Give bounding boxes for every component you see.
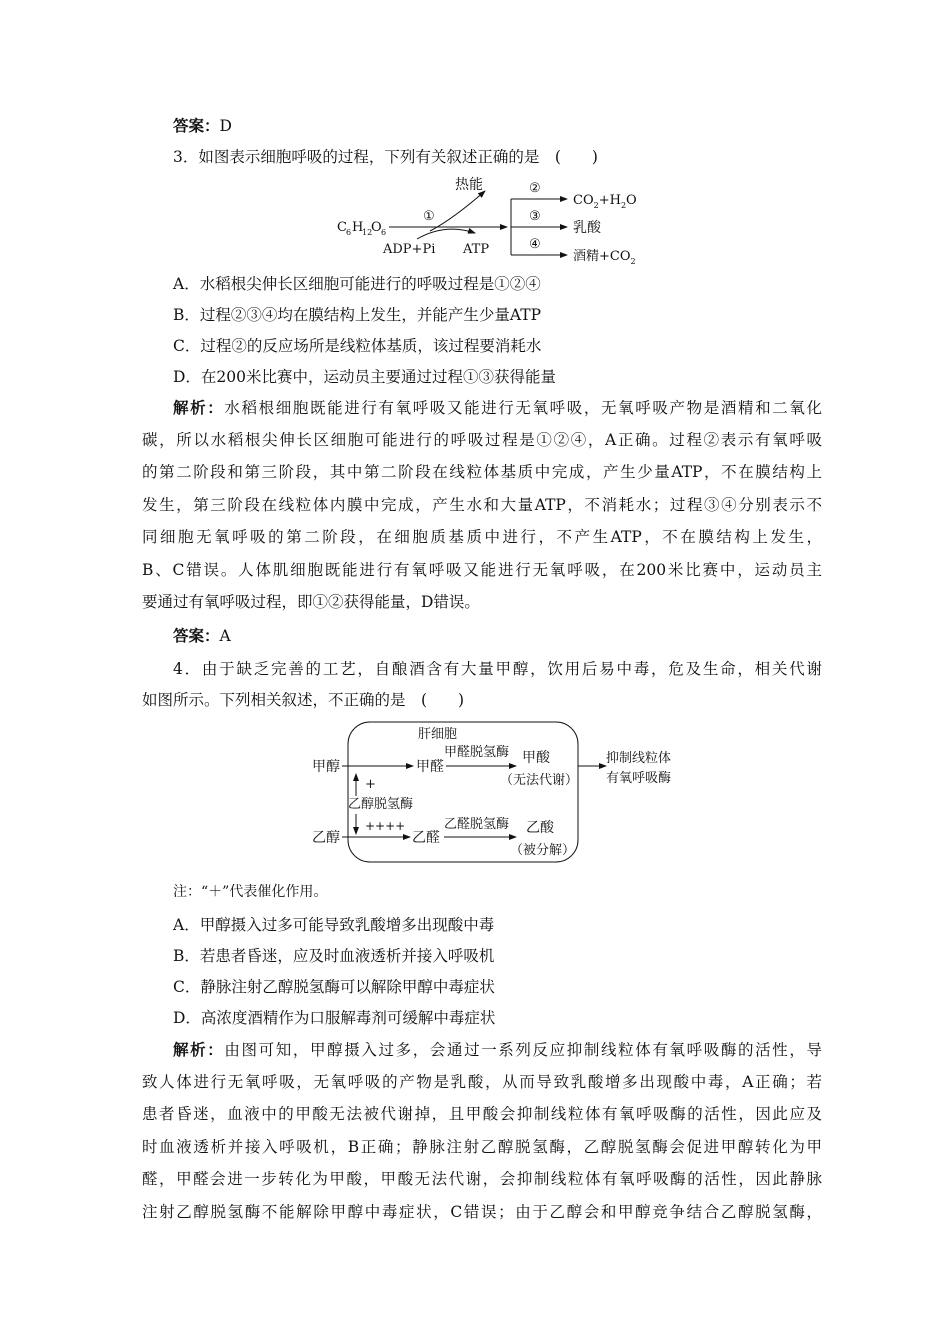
formic-note: （无法代谢） bbox=[500, 773, 579, 788]
q2-answer bbox=[173, 115, 853, 137]
q3-analysis-line-2: 碳，所以水稻根尖伸长区细胞可能进行的呼吸过程是①②④，A正确。过程②表示有氧呼吸 bbox=[142, 431, 822, 449]
step1-label: ① bbox=[423, 209, 435, 224]
inhibit-label-2: 有氧呼吸酶 bbox=[606, 771, 672, 786]
methanol-label: 甲醇 bbox=[312, 759, 340, 775]
glucose-sub6b: 6 bbox=[381, 228, 387, 237]
glucose-c: C bbox=[337, 220, 347, 235]
atp-arrow bbox=[417, 229, 475, 239]
adp-label: ADP+Pi bbox=[383, 242, 436, 257]
acetaldehyde-label: 乙醛 bbox=[412, 830, 440, 846]
q4-option-b: B．若患者昏迷，应及时血液透析并接入呼吸机 bbox=[173, 947, 495, 965]
step2-label: ② bbox=[529, 181, 541, 196]
q3-option-b: B．过程②③④均在膜结构上发生，并能产生少量ATP bbox=[173, 306, 542, 324]
q3-analysis-line-3: 的第二阶段和第三阶段，其中第二阶段在线粒体基质中完成，产生少量ATP，不在膜结构上 bbox=[142, 463, 822, 481]
q3-option-c: C．过程②的反应场所是线粒体基质，该过程要消耗水 bbox=[173, 337, 542, 355]
acetic-note: （被分解） bbox=[510, 843, 576, 858]
q3-analysis-line-7: 要通过有氧呼吸过程，即①②获得能量，D错误。 bbox=[142, 593, 480, 611]
formaldehyde-label: 甲醛 bbox=[416, 759, 444, 775]
methanol-metabolism-diagram bbox=[310, 718, 710, 868]
acetaldehyde-dh-label: 乙醛脱氢酶 bbox=[444, 817, 510, 832]
acetic-label: 乙酸 bbox=[526, 820, 554, 836]
q4-analysis-line-6: 注射乙醇脱氢酶不能解除甲醇中毒症状，C错误；由于乙醇会和甲醇竞争结合乙醇脱氢酶， bbox=[142, 1203, 822, 1221]
q3-analysis-line-5: 同细胞无氧呼吸的第二阶段，在细胞质基质中进行，不产生ATP，不在膜结构上发生， bbox=[142, 528, 822, 546]
respiration-diagram bbox=[335, 175, 655, 267]
q3-analysis-line-4: 发生，第三阶段在线粒体内膜中完成，产生水和大量ATP，不消耗水；过程③④分别表示不 bbox=[142, 496, 822, 514]
analysis-label: 解析： bbox=[173, 1040, 225, 1059]
glucose-h: H bbox=[352, 220, 364, 235]
q4-stem-line-2: 如图所示。下列相关叙述，不正确的是 ( ) bbox=[142, 691, 465, 709]
q4-analysis-line-4: 时血液透析并接入呼吸机，B正确；静脉注射乙醇脱氢酶，乙醇脱氢酶会促进甲醇转化为甲 bbox=[142, 1138, 822, 1156]
liver-cell-box bbox=[348, 722, 578, 862]
q3-analysis-line-1: 解析：水稻根细胞既能进行有氧呼吸又能进行无氧呼吸，无氧呼吸产物是酒精和二氧化 bbox=[173, 398, 822, 417]
q3-answer bbox=[173, 625, 853, 647]
inhibit-label-1: 抑制线粒体 bbox=[606, 751, 672, 766]
answer-value: A bbox=[219, 627, 231, 645]
product-co2h2o: $CO_2+H_2O$ bbox=[573, 193, 637, 210]
product-lactic: 乳酸 bbox=[573, 220, 601, 236]
formic-label: 甲酸 bbox=[522, 750, 550, 766]
heat-label: 热能 bbox=[455, 177, 483, 193]
analysis-label: 解析： bbox=[173, 398, 225, 417]
q4-option-a: A．甲醇摄入过多可能导致乳酸增多出现酸中毒 bbox=[173, 916, 495, 934]
answer-label: 答案： bbox=[173, 116, 220, 135]
liver-label: 肝细胞 bbox=[418, 727, 458, 742]
q4-analysis-line-5: 醛，甲醛会进一步转化为甲酸，甲酸无法代谢，会抑制线粒体有氧呼吸酶的活性，因此静脉 bbox=[142, 1170, 822, 1188]
answer-value: D bbox=[219, 117, 232, 135]
q3-option-d: D．在200米比赛中，运动员主要通过过程①③获得能量 bbox=[173, 368, 557, 386]
q4-option-c: C．静脉注射乙醇脱氢酶可以解除甲醇中毒症状 bbox=[173, 978, 495, 996]
q4-analysis-line-1: 解析：由图可知，甲醇摄入过多，会通过一系列反应抑制线粒体有氧呼吸酶的活性，导 bbox=[173, 1040, 822, 1059]
product-alcohol: 酒精$+CO_2$ bbox=[573, 249, 636, 266]
glucose-o: O bbox=[371, 220, 382, 235]
plus-label: + bbox=[365, 777, 376, 792]
ethanol-label: 乙醇 bbox=[312, 830, 340, 846]
q3-stem: 3．如图表示细胞呼吸的过程，下列有关叙述正确的是 ( ) bbox=[173, 148, 598, 166]
q4-note: 注：“＋”代表催化作用。 bbox=[173, 884, 328, 900]
glucose-sub6a: 6 bbox=[346, 228, 352, 237]
plus4-label: ++++ bbox=[365, 819, 406, 833]
glucose-sub12: 12 bbox=[362, 228, 373, 237]
q4-analysis-line-2: 致人体进行无氧呼吸，无氧呼吸的产物是乳酸，从而导致乳酸增多出现酸中毒，A正确；若 bbox=[142, 1073, 822, 1091]
answer-label: 答案： bbox=[173, 626, 220, 645]
atp-label: ATP bbox=[463, 242, 490, 257]
step3-label: ③ bbox=[529, 209, 541, 224]
step4-label: ④ bbox=[529, 237, 541, 252]
q3-option-a: A．水稻根尖伸长区细胞可能进行的呼吸过程是①②④ bbox=[173, 275, 541, 293]
adh-label: 乙醇脱氢酶 bbox=[348, 797, 414, 812]
q4-stem-line-1: 4．由于缺乏完善的工艺，自酿酒含有大量甲醇，饮用后易中毒，危及生命，相关代谢 bbox=[173, 660, 822, 678]
heat-arrow bbox=[430, 191, 485, 231]
q4-option-d: D．高浓度酒精作为口服解毒剂可缓解中毒症状 bbox=[173, 1009, 496, 1027]
q3-analysis-line-6: B、C错误。人体肌细胞既能进行有氧呼吸又能进行无氧呼吸，在200米比赛中，运动员主 bbox=[142, 561, 822, 579]
formaldehyde-dh-label: 甲醛脱氢酶 bbox=[444, 745, 510, 760]
q4-analysis-line-3: 患者昏迷，血液中的甲酸无法被代谢掉，且甲酸会抑制线粒体有氧呼吸酶的活性，因此应及 bbox=[142, 1105, 822, 1123]
